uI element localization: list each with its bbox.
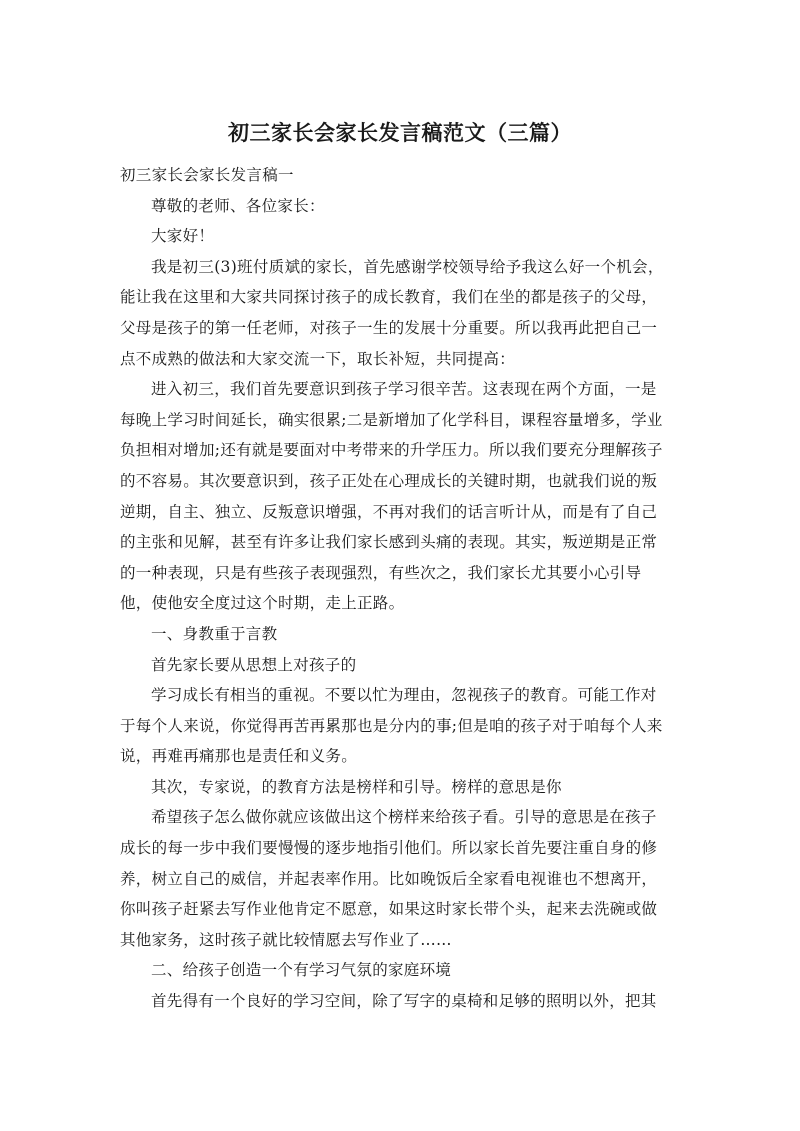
body-line: 成长的每一步中我们要慢慢的逐步地指引他们。所以家长首先要注重自身的修	[120, 839, 658, 858]
body-line: 养，树立自己的威信，并起表率作用。比如晚饭后全家看电视谁也不想离开，	[120, 869, 658, 888]
body-line: 的主张和见解，甚至有许多让我们家长感到头痛的表现。其实，叛逆期是正常	[120, 533, 658, 552]
document-title: 初三家长会家长发言稿范文（三篇）	[228, 121, 572, 145]
body-line: 说，再难再痛那也是责任和义务。	[120, 747, 358, 766]
document-body	[120, 160, 680, 1017]
body-line: 逆期，自主、独立、反叛意识增强，不再对我们的话言听计从，而是有了自己	[120, 502, 658, 521]
body-line: 希望孩子怎么做你就应该做出这个榜样来给孩子看。引导的意思是在孩子	[151, 808, 657, 827]
body-line: 首先家长要从思想上对孩子的	[151, 655, 357, 674]
body-line: 其他家务，这时孩子就比较情愿去写作业了……	[120, 930, 452, 949]
body-line: 进入初三，我们首先要意识到孩子学习很辛苦。这表现在两个方面，一是	[151, 380, 657, 399]
body-line: 点不成熟的做法和大家交流一下，取长补短，共同提高：	[120, 349, 516, 368]
body-line: 尊敬的老师、各位家长：	[151, 196, 325, 215]
body-line: 我是初三(3)班付质斌的家长，首先感谢学校领导给予我这么好一个机会，	[151, 257, 664, 276]
body-line: 你叫孩子赶紧去写作业他肯定不愿意，如果这时家长带个头，起来去洗碗或做	[120, 900, 658, 919]
body-line: 负担相对增加;还有就是要面对中考带来的升学压力。所以我们要充分理解孩子	[120, 441, 663, 460]
body-line: 他，使他安全度过这个时期，走上正路。	[120, 594, 405, 613]
body-line: 大家好！	[151, 227, 215, 246]
body-line: 一、身教重于言教	[151, 624, 278, 643]
body-line: 父母是孩子的第一任老师，对孩子一生的发展十分重要。所以我再此把自己一	[120, 318, 658, 337]
body-line: 初三家长会家长发言稿一	[120, 166, 294, 184]
body-line: 首先得有一个良好的学习空间，除了写字的桌椅和足够的照明以外，把其	[151, 992, 657, 1011]
body-line: 的一种表现，只是有些孩子表现强烈，有些次之，我们家长尤其要小心引导	[120, 563, 642, 582]
body-line: 其次，专家说，的教育方法是榜样和引导。榜样的意思是你	[151, 777, 562, 796]
body-line: 于每个人来说，你觉得再苦再累那也是分内的事;但是咱的孩子对于咱每个人来	[120, 716, 663, 735]
body-line: 二、给孩子创造一个有学习气氛的家庭环境	[151, 961, 452, 980]
body-line: 每晚上学习时间延长，确实很累;二是新增加了化学科目，课程容量增多，学业	[120, 410, 663, 429]
body-line: 能让我在这里和大家共同探讨孩子的成长教育，我们在坐的都是孩子的父母，	[120, 288, 658, 307]
body-line: 学习成长有相当的重视。不要以忙为理由，忽视孩子的教育。可能工作对	[151, 686, 657, 705]
body-line: 的不容易。其次要意识到，孩子正处在心理成长的关键时期，也就我们说的叛	[120, 471, 658, 490]
